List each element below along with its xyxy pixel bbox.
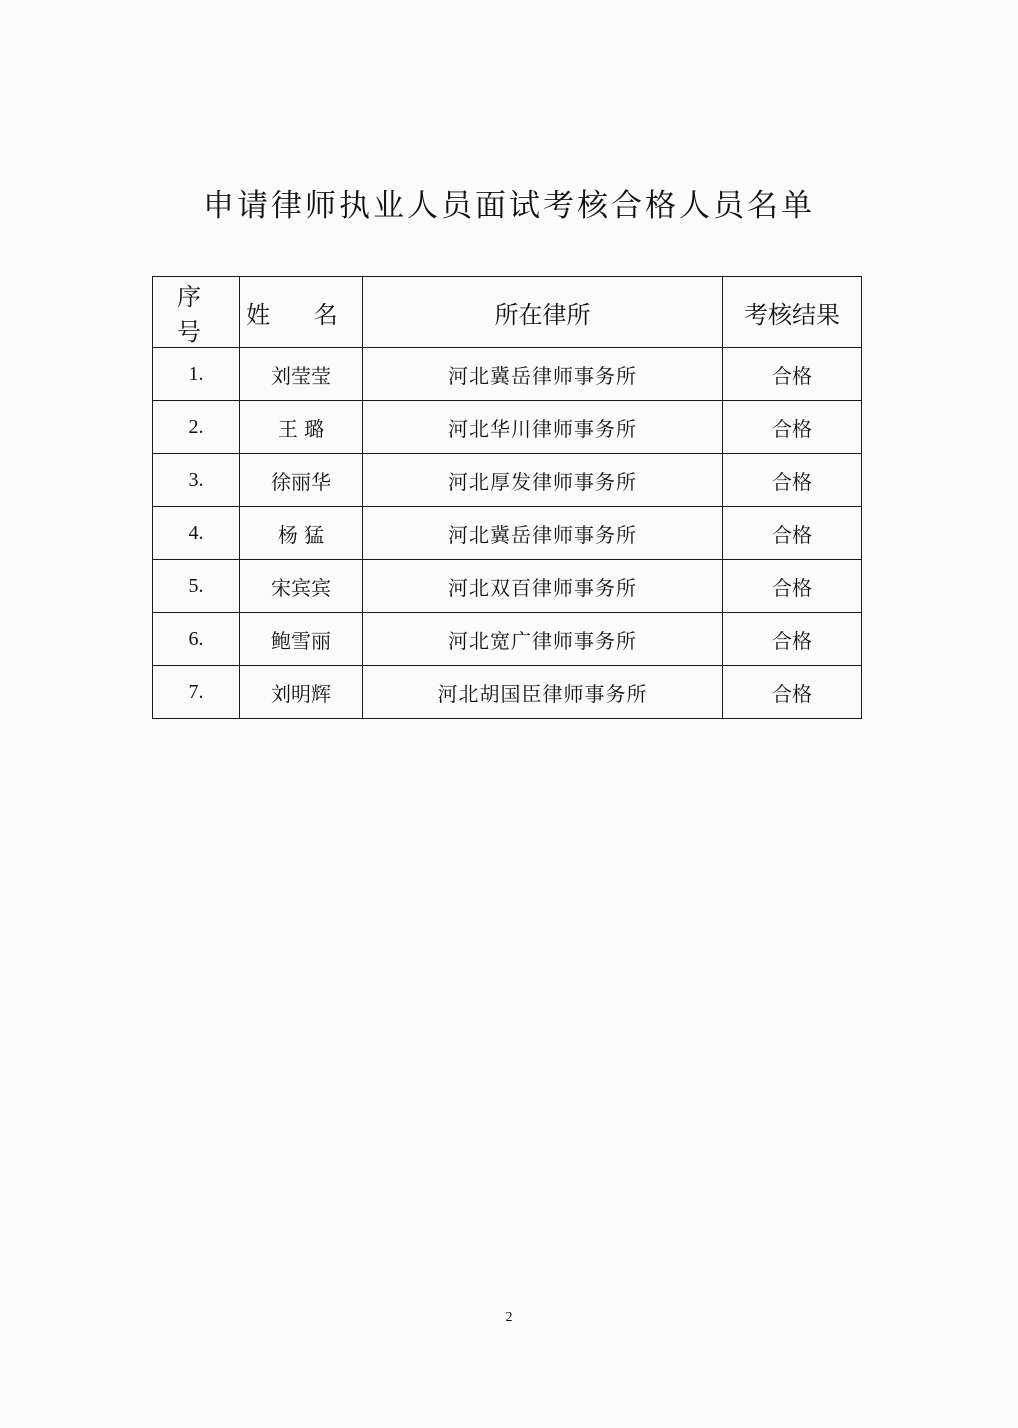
row-law-firm: 河北厚发律师事务所 [363, 454, 723, 507]
row-law-firm: 河北冀岳律师事务所 [363, 348, 723, 401]
page-number: 2 [505, 1310, 513, 1325]
table-row [153, 666, 862, 719]
row-name: 王 璐 [240, 401, 363, 454]
row-law-firm: 河北冀岳律师事务所 [363, 507, 723, 560]
row-result: 合格 [723, 666, 862, 719]
table-row [153, 401, 862, 454]
row-name: 杨 猛 [240, 507, 363, 560]
row-result: 合格 [723, 613, 862, 666]
row-name: 鲍雪丽 [240, 613, 363, 666]
header-result: 考核结果 [723, 277, 862, 348]
table-row [153, 348, 862, 401]
row-number: 1. [153, 348, 240, 401]
header-law-firm: 所在律所 [363, 277, 723, 348]
row-number: 3. [153, 454, 240, 507]
row-law-firm: 河北华川律师事务所 [363, 401, 723, 454]
row-name: 刘莹莹 [240, 348, 363, 401]
row-number: 5. [153, 560, 240, 613]
row-name: 刘明辉 [240, 666, 363, 719]
row-law-firm: 河北双百律师事务所 [363, 560, 723, 613]
row-number: 4. [153, 507, 240, 560]
row-result: 合格 [723, 348, 862, 401]
table-row [153, 454, 862, 507]
row-number: 6. [153, 613, 240, 666]
row-result: 合格 [723, 401, 862, 454]
row-law-firm: 河北胡国臣律师事务所 [363, 666, 723, 719]
header-name: 姓 名 [240, 277, 363, 348]
row-law-firm: 河北宽广律师事务所 [363, 613, 723, 666]
row-number: 2. [153, 401, 240, 454]
row-result: 合格 [723, 507, 862, 560]
row-name: 徐丽华 [240, 454, 363, 507]
table-row [153, 507, 862, 560]
row-result: 合格 [723, 454, 862, 507]
table-header-row [153, 277, 862, 348]
table-row [153, 560, 862, 613]
header-serial-number: 序 号 [153, 277, 240, 348]
roster-table [152, 276, 862, 719]
row-number: 7. [153, 666, 240, 719]
row-name: 宋宾宾 [240, 560, 363, 613]
row-result: 合格 [723, 560, 862, 613]
table-row [153, 613, 862, 666]
page-title: 申请律师执业人员面试考核合格人员名单 [203, 188, 815, 224]
